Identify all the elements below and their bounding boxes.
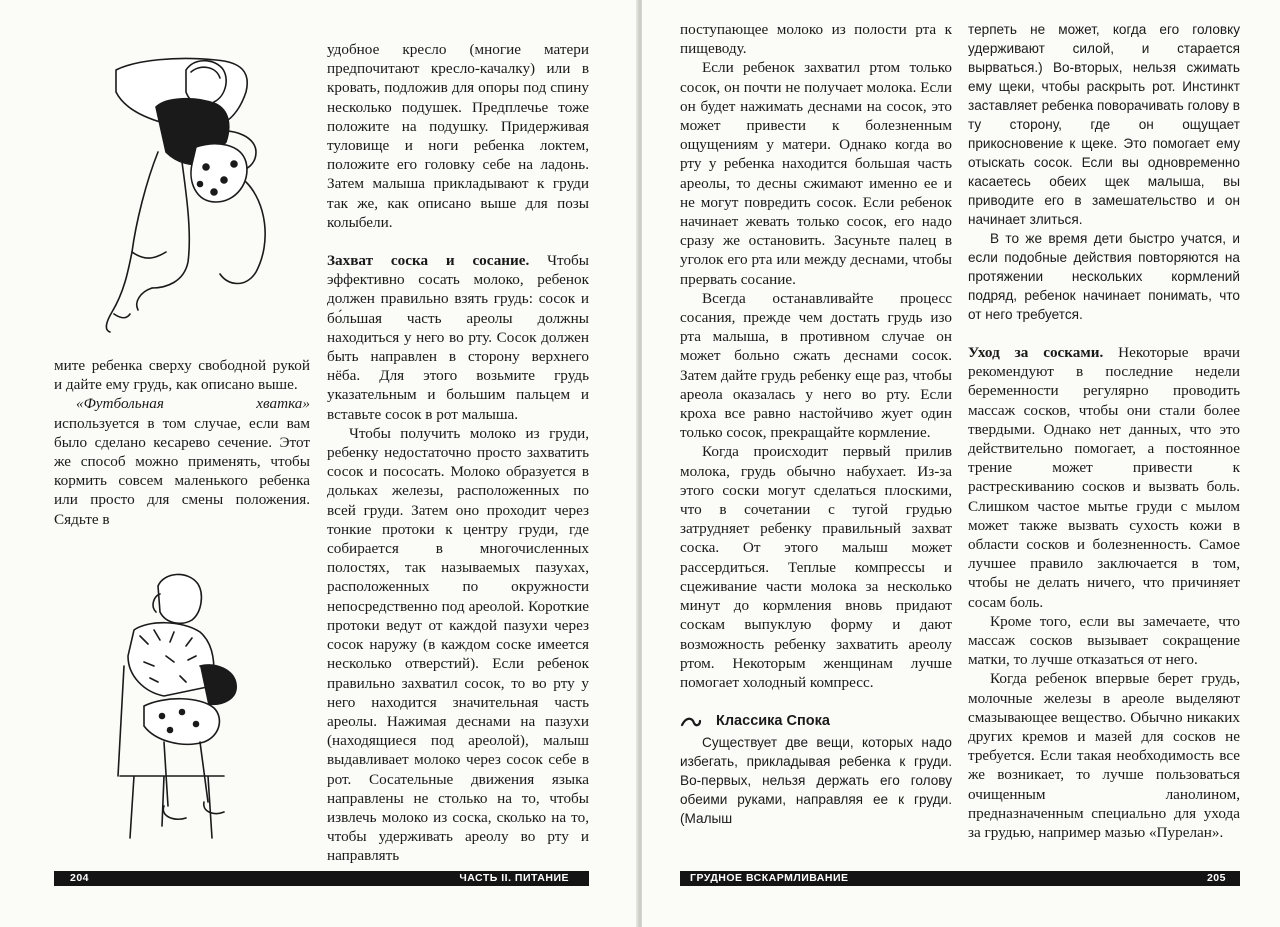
- ornament-icon: [680, 715, 702, 729]
- right-page: [642, 0, 1280, 927]
- subheading-nipple-care: Уход за сосками.: [968, 344, 1104, 361]
- sidebar-box-heading: [680, 712, 952, 731]
- paragraph-latching: Захват соска и сосание. Чтобы эффективно сосать молоко, ребенок должен правильно взять грудь: сосок и бо́льшая часть ареолы должны находиться у него во рту. Сосок должен быть направлен в сторону верхнего нёба. Для этого возьмите грудь указательным и большим пальцем и вставьте сосок в рот малыша.: [327, 252, 589, 423]
- paragraph: Всегда останавливайте процесс сосания, прежде чем достать грудь изо рта малыша, в противном случае он может больно сжать деснами сосок. Затем дайте грудь ребенку еще раз, чтобы ареола оказалась у него во рту. Если кроха все равно настойчиво жует один только сосок, прекращайте кормление.: [680, 289, 952, 442]
- paragraph: Кроме того, если вы замечаете, что массаж сосков вызывает сокращение матки, то лучше отказаться от него.: [968, 612, 1240, 669]
- paragraph: Когда ребенок впервые берет грудь, молочные железы в ареоле выделяют смазывающее вещество. Обычно никаких других кремов и мазей для сосков не требуется. Если такая необходимость все же возникает, то лучше пользоваться очищенным ланолином, предназначенным специально для ухода за грудью, например мазью «Пурелан».: [968, 670, 1240, 842]
- paragraph: Чтобы получить молоко из груди, ребенку недостаточно просто захватить сосок и пососать. Молоко образуется в дольках железы, расположенных по всей груди. Затем оно проходит через тонкие протоки к центру груди, где собирается в многочисленных полостях, так называемых пазухах, расположенных по окружности непосредственно под ареолой. Короткие протоки ведут от каждой пазухи через сосок наружу (в каждом соске имеется несколько отверстий). Если ребенок правильно захватил сосок, то во рту у него находится значительная часть ареолы. Нажимая деснами на пазухи (находящиеся под ареолой), малыш выдавливает молоко через сосок себе в рот. Сосательные движения языка направлены не столько на то, чтобы извлечь молоко из соска, сколько на то, чтобы удерживать ареолу во рту и направлять: [327, 424, 589, 865]
- running-section-title: ГРУДНОЕ ВСКАРМЛИВАНИЕ: [690, 872, 849, 884]
- footer-left: [54, 871, 589, 886]
- page-number: 204: [70, 872, 90, 884]
- paragraph: удобное кресло (многие матери предпочитают кресло-качалку) или в кровать, подложив для опоры под спину несколько подушек. Предплечье тоже положите на подушку. Придерживая туловище и ноги ребенка локтем, положите его головку себе на ладонь. Затем малыша прикладывают к груди так же, как описано выше для позы колыбели.: [327, 41, 589, 231]
- paragraph-football-hold: «Футбольная хватка» используется в том случае, если вам было сделано кесарево сечение. Этот же способ можно применять, чтобы кормить совсем маленького ребенка или просто для смены положения. Сядьте в: [54, 395, 310, 528]
- running-section-title: ЧАСТЬ II. ПИТАНИЕ: [459, 872, 569, 884]
- left-column-1: [54, 356, 310, 529]
- paragraph: Когда происходит первый прилив молока, грудь обычно набухает. Из-за этого соски могут сделаться плоскими, что в сочетании с тугой грудью затрудняет ребенку правильный захват соска. От этого малыш может рассердиться. Теплые компрессы и сцеживание части молока за несколько минут до кормления вновь придают соскам выпуклую форму и дают возможность ребенку захватить ареолу ртом. Некоторым женщинам лучше помогает холодный компресс.: [680, 443, 952, 691]
- left-column-2: [327, 40, 589, 866]
- paragraph: поступающее молоко из полости рта к пищеводу.: [680, 21, 952, 58]
- paragraph: мите ребенка сверху свободной рукой и дайте ему грудь, как описано выше.: [54, 357, 310, 394]
- illustration-reclining-mother: [96, 52, 296, 337]
- sidebar-box-text: терпеть не может, когда его головку удерживают силой, и старается вырваться.) Во-вторых, нельзя сжимать ему щеки, чтобы раскрыть рот. Инстинкт заставляет ребенка поворачивать голову в ту сторону, где он ощущает прикосновение к щеке. Это помогает ему отыскать сосок. Если вы одновременно касаетесь обеих щек малыша, вы приводите его в замешательство и он начинает злиться.: [968, 22, 1240, 227]
- footer-right: [680, 871, 1240, 886]
- right-column-2: [968, 20, 1240, 842]
- right-column-1: [680, 20, 952, 828]
- sidebar-box-title: Классика Спока: [716, 713, 830, 730]
- sidebar-box-text: Существует две вещи, которых надо избегать, прикладывая ребенка к груди. Во-первых, нельзя держать его голову обеими руками, направляя ее к груди. (Малыш: [680, 735, 952, 827]
- sidebar-box-text: В то же время дети быстро учатся, и если подобные действия повторяются на протяжении нескольких кормлений подряд, ребенок начинает понимать, что от него требуется.: [968, 231, 1240, 322]
- subheading-latching: Захват соска и сосание.: [327, 252, 530, 270]
- paragraph: Если ребенок захватил ртом только сосок, он почти не получает молока. Если он будет нажимать деснами на сосок, это может привести к болезненным ощущениям у матери. Однако когда во рту у ребенка находится большая часть ареолы, то десны сжимают именно ее и не могут повредить сосок. Если ребенок начинает жевать только сосок, его надо сразу же остановить. Засуньте палец в уголок его рта или между деснами, чтобы прервать сосание.: [680, 59, 952, 288]
- illustration-mother-on-chair: [104, 566, 264, 846]
- term-football-hold: «Футбольная хватка»: [76, 395, 310, 413]
- left-page: [0, 0, 638, 927]
- paragraph-nipple-care: Уход за сосками. Некоторые врачи рекомендуют в последние недели беременности регулярно проводить массаж сосков, чтобы они стали более твердыми. Однако нет данных, что это действительно помогает, а постоянное трение может привести к растрескиванию сосков и вызвать боль. Слишком частое мытье груди с мылом может также вызвать сухость кожи в области сосков и болезненность. Самое лучшее правило заключается в том, чтобы не делать ничего, что причиняет сосам боль.: [968, 344, 1240, 611]
- page-number: 205: [1206, 872, 1226, 884]
